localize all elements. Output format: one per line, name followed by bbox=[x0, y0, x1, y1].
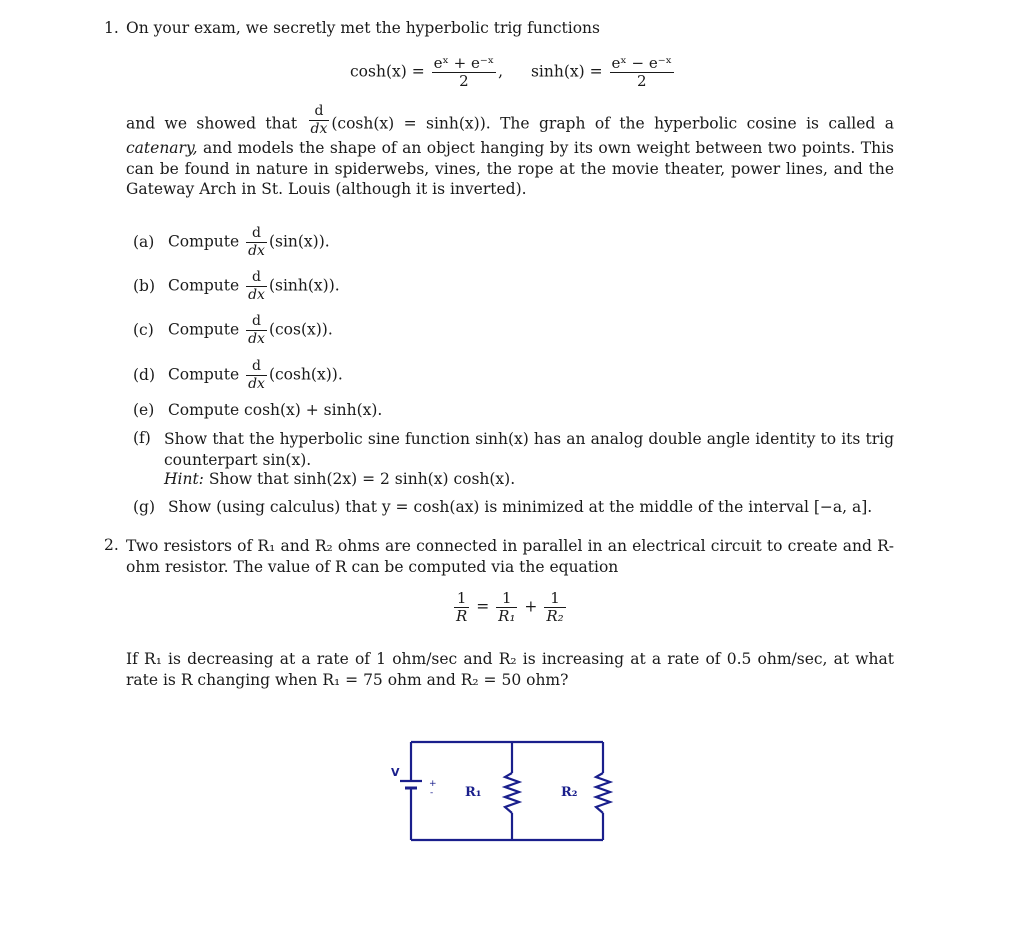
resistor-r2-label: R₂ bbox=[561, 785, 578, 800]
part-b-argument: (sinh(x)). bbox=[268, 276, 340, 295]
problem-2-text: Two resistors of R₁ and R₂ ohms are connected in parallel in an electrical circuit to create and R-ohm resistor. The value of R can be computed via the equation bbox=[126, 537, 894, 576]
sinh-definition-fraction bbox=[610, 55, 675, 90]
paragraph-start: and we showed that bbox=[126, 114, 298, 133]
hint-label: Hint: bbox=[164, 470, 204, 488]
resistor-r1-zigzag bbox=[505, 773, 519, 813]
cosh-definition-fraction bbox=[432, 55, 497, 90]
part-a-label: (a) bbox=[133, 232, 155, 251]
part-b-derivative bbox=[246, 269, 267, 304]
part-d-text: Compute bbox=[167, 365, 240, 384]
part-d-derivative bbox=[246, 358, 267, 393]
part-c-dx: dx bbox=[248, 331, 265, 347]
resistor-r1-label: R₁ bbox=[465, 785, 482, 800]
part-e-label: (e) bbox=[133, 401, 155, 419]
parallel-resistor-equation bbox=[452, 590, 568, 625]
fraction-one-over-r2 bbox=[544, 590, 565, 625]
problem-2-number: 2. bbox=[104, 536, 119, 554]
problem-1-number: 1. bbox=[104, 19, 119, 37]
part-c-label: (c) bbox=[133, 320, 154, 339]
part-b-label: (b) bbox=[133, 276, 156, 295]
plus-sign: + bbox=[524, 597, 538, 616]
sinh-numerator: eˣ − e⁻ˣ bbox=[611, 54, 673, 72]
part-d-d: d bbox=[252, 358, 261, 374]
part-g bbox=[133, 498, 872, 516]
denominator-r2: R₂ bbox=[546, 607, 564, 625]
part-d-argument: (cosh(x)). bbox=[268, 365, 343, 384]
derivative-dx: dx bbox=[310, 121, 328, 137]
part-f-label: (f) bbox=[133, 429, 151, 447]
problem-2-question: If R₁ is decreasing at a rate of 1 ohm/sec and R₂ is increasing at a rate of 0.5 ohm/sec, at what rate is R changing when R₁ = 75 ohm and R₂ = 50 ohm? bbox=[126, 650, 894, 689]
paragraph-rest-2: and models the shape of an object hanging by its own weight between two points. This can be found in nature in spiderwebs, vines, the rope at the movie theater, power lines, and the Gateway Arch in St. Louis (although it is inverted). bbox=[126, 139, 894, 198]
resistor-r2-zigzag bbox=[596, 773, 610, 813]
problem-1-intro: On your exam, we secretly met the hyperbolic trig functions bbox=[126, 19, 600, 37]
definition-comma: , bbox=[498, 62, 504, 81]
part-d bbox=[133, 358, 343, 393]
part-b-text: Compute bbox=[167, 276, 240, 295]
part-a-argument: (sin(x)). bbox=[268, 232, 330, 251]
fraction-one-over-r1 bbox=[496, 590, 517, 625]
cosh-numerator: eˣ + e⁻ˣ bbox=[433, 54, 495, 72]
part-c-argument: (cos(x)). bbox=[268, 320, 333, 339]
derivative-d: d bbox=[314, 103, 324, 119]
sinh-denominator: 2 bbox=[610, 72, 675, 90]
battery-plus-sign: + bbox=[429, 779, 437, 789]
part-b-dx: dx bbox=[248, 287, 265, 303]
voltage-label: V bbox=[391, 766, 400, 779]
part-a bbox=[133, 225, 330, 260]
part-c bbox=[133, 313, 333, 348]
hyperbolic-definitions bbox=[350, 55, 676, 90]
part-g-label: (g) bbox=[133, 498, 156, 516]
part-a-derivative bbox=[246, 225, 267, 260]
part-e bbox=[133, 401, 382, 419]
hint-text: Show that sinh(2x) = 2 sinh(x) cosh(x). bbox=[208, 470, 516, 488]
part-b bbox=[133, 269, 340, 304]
part-b-d: d bbox=[252, 269, 261, 285]
cosh-definition-lhs: cosh(x) = bbox=[350, 62, 425, 81]
part-a-dx: dx bbox=[248, 243, 265, 259]
cosh-denominator: 2 bbox=[432, 72, 497, 90]
battery-minus-sign: - bbox=[430, 788, 434, 798]
part-f-hint bbox=[164, 470, 515, 488]
equals-sign: = bbox=[476, 597, 490, 616]
part-d-label: (d) bbox=[133, 365, 156, 384]
numerator-one: 1 bbox=[502, 589, 512, 607]
part-e-text: Compute cosh(x) + sinh(x). bbox=[167, 401, 383, 419]
paragraph-equation: (cosh(x) = sinh(x)). bbox=[331, 114, 491, 133]
catenary-term: catenary, bbox=[126, 139, 198, 157]
part-a-text: Compute bbox=[167, 232, 240, 251]
sinh-definition-lhs: sinh(x) = bbox=[530, 62, 603, 81]
part-c-d: d bbox=[252, 313, 261, 329]
part-d-dx: dx bbox=[248, 376, 265, 392]
part-f-text: Show that the hyperbolic sine function sinh(x) has an analog double angle identity to its trig counterpart sin(x). bbox=[164, 430, 894, 469]
part-a-d: d bbox=[252, 225, 261, 241]
numerator-one: 1 bbox=[456, 589, 467, 607]
derivative-operator bbox=[309, 103, 330, 138]
numerator-one: 1 bbox=[550, 589, 560, 607]
fraction-one-over-r bbox=[454, 590, 469, 625]
catenary-paragraph bbox=[126, 103, 894, 200]
denominator-r1: R₁ bbox=[498, 607, 516, 625]
part-c-derivative bbox=[246, 313, 267, 348]
denominator-r: R bbox=[456, 607, 468, 625]
parallel-circuit-diagram bbox=[385, 735, 615, 850]
part-g-text: Show (using calculus) that y = cosh(ax) is minimized at the middle of the interval [−a, a]. bbox=[167, 498, 873, 516]
paragraph-rest-1: The graph of the hyperbolic cosine is called a bbox=[500, 114, 894, 133]
part-c-text: Compute bbox=[167, 320, 240, 339]
